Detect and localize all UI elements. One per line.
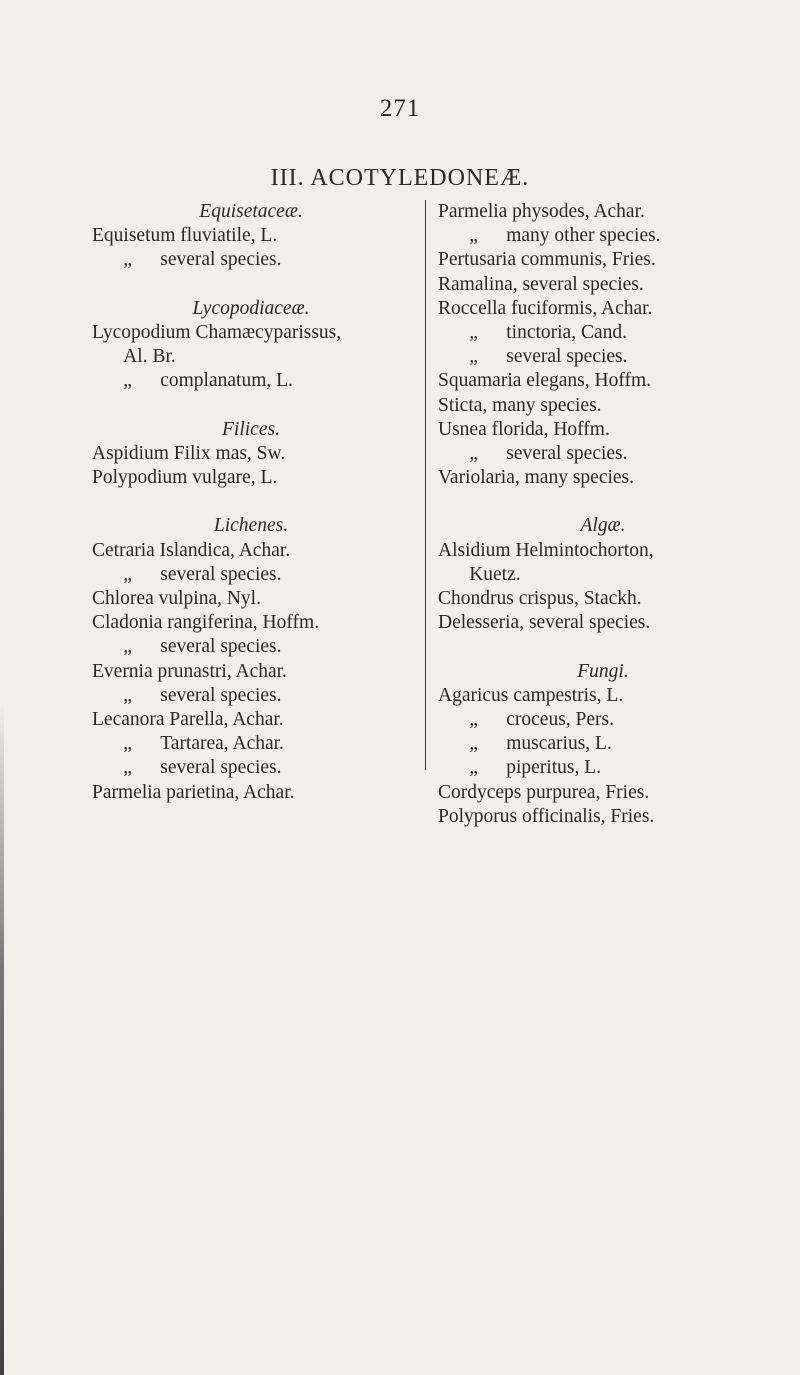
species-entry-ditto [92, 369, 410, 393]
species-text: muscarius, L. [506, 733, 612, 755]
species-entry: Chondrus crispus, Stackh. [438, 588, 642, 609]
species-entry: Equisetum fluviatile, L. [92, 225, 278, 247]
species-entry-ditto [438, 756, 768, 780]
spacer [438, 635, 768, 659]
species-entry: Sticta, many species. [438, 394, 602, 416]
species-text: several species. [160, 684, 282, 706]
species-entry-ditto [438, 345, 768, 369]
species-entry: Variolaria, many species. [438, 467, 635, 489]
species-entry: Agaricus campestris, L. [438, 684, 624, 706]
species-entry-ditto [438, 442, 768, 466]
species-entry: Pertusaria communis, Fries. [438, 249, 656, 271]
species-entry: Chlorea vulpina, Nyl. [92, 588, 261, 609]
ditto-mark: „ [469, 346, 478, 368]
ditto-mark: „ [123, 636, 132, 658]
main-heading: III. ACOTYLEDONEÆ. [270, 165, 530, 191]
species-text: many other species. [506, 225, 661, 247]
species-entry-continuation: Kuetz. [469, 563, 521, 585]
species-entry: Cladonia rangiferina, Hoffm. [92, 612, 320, 634]
species-entry: Polyporus officinalis, Fries. [438, 805, 655, 827]
species-entry: Aspidium Filix mas, Sw. [92, 442, 286, 464]
section-heading: Fungi. [577, 660, 629, 682]
species-text: several species. [160, 757, 282, 779]
species-entry: Roccella fuciformis, Achar. [438, 297, 653, 319]
species-entry: Cetraria Islandica, Achar. [92, 539, 291, 561]
species-entry-ditto [92, 248, 410, 272]
species-text: several species. [160, 563, 282, 585]
ditto-mark: „ [123, 757, 132, 779]
species-entry: Delesseria, several species. [438, 612, 651, 634]
species-entry-ditto [92, 635, 410, 659]
ditto-mark: „ [123, 249, 132, 271]
species-entry-ditto [438, 732, 768, 756]
species-entry: Alsidium Helmintochorton, [438, 539, 654, 561]
section-heading: Algæ. [580, 515, 626, 537]
ditto-mark: „ [123, 370, 132, 392]
species-entry-ditto [438, 708, 768, 732]
species-text: several species. [506, 442, 628, 464]
ditto-mark: „ [123, 563, 132, 585]
section-heading: Filices. [222, 418, 280, 440]
species-entry-ditto [92, 563, 410, 587]
species-entry: Polypodium vulgare, L. [92, 467, 278, 489]
species-text: several species. [160, 249, 282, 271]
species-entry: Parmelia parietina, Achar. [92, 781, 295, 803]
ditto-mark: „ [123, 733, 132, 755]
species-entry: Lecanora Parella, Achar. [92, 708, 284, 730]
species-entry: Evernia prunastri, Achar. [92, 660, 287, 682]
species-entry: Squamaria elegans, Hoffm. [438, 370, 651, 392]
ditto-mark: „ [469, 225, 478, 247]
species-text: complanatum, L. [160, 370, 293, 392]
ditto-mark: „ [469, 733, 478, 755]
spacer [438, 490, 768, 514]
page-edge-shadow [0, 700, 4, 1375]
page-number: 271 [379, 95, 421, 122]
right-column [425, 200, 768, 827]
species-text: Tartarea, Achar. [160, 733, 284, 755]
spacer [92, 273, 410, 297]
species-entry-ditto [92, 732, 410, 756]
ditto-mark: „ [469, 321, 478, 343]
species-entry: Ramalina, several species. [438, 273, 644, 295]
species-text: tinctoria, Cand. [506, 321, 627, 343]
spacer [92, 490, 410, 514]
ditto-mark: „ [123, 684, 132, 706]
species-text: piperitus, L. [506, 757, 602, 779]
species-entry-ditto [438, 224, 768, 248]
section-heading: Lycopodiaceæ. [192, 297, 310, 319]
species-entry: Parmelia physodes, Achar. [438, 201, 645, 222]
section-heading: Lichenes. [213, 515, 289, 537]
left-column [92, 200, 410, 805]
species-entry-ditto [92, 684, 410, 708]
species-entry-ditto [92, 756, 410, 780]
species-entry: Lycopodium Chamæcyparissus, [92, 321, 342, 343]
ditto-mark: „ [469, 442, 478, 464]
ditto-mark: „ [469, 708, 478, 730]
species-text: several species. [506, 346, 628, 368]
species-entry-ditto [438, 321, 768, 345]
species-entry: Cordyceps purpurea, Fries. [438, 781, 650, 803]
species-entry: Usnea florida, Hoffm. [438, 418, 610, 440]
species-text: croceus, Pers. [506, 708, 614, 730]
spacer [92, 394, 410, 418]
section-heading: Equisetaceæ. [199, 201, 303, 222]
ditto-mark: „ [469, 757, 478, 779]
species-entry-continuation: Al. Br. [123, 346, 176, 368]
species-text: several species. [160, 636, 282, 658]
